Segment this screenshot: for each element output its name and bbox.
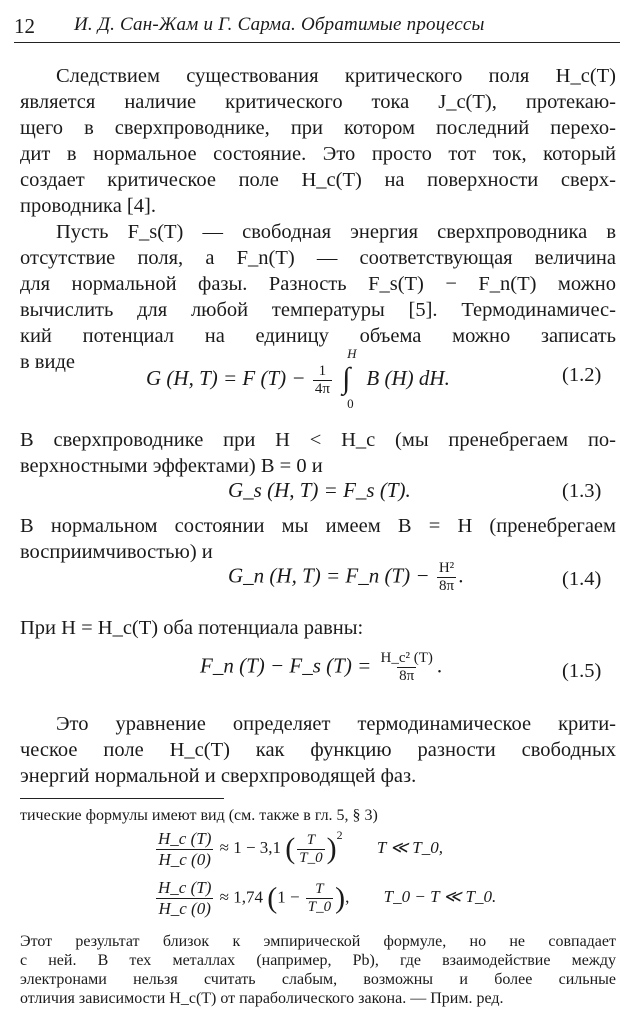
fn2-condition: T_0 − T ≪ T_0. [383, 887, 497, 907]
eq-1-4-frac-num: H² [438, 560, 455, 576]
integral-sign: ∫ H 0 [342, 346, 357, 411]
footnote-line-3: электронами нельзя считать слабым, возможны и более сильные [20, 971, 616, 988]
page-number: 12 [14, 14, 35, 38]
fn1-condition: T ≪ T_0, [376, 838, 443, 857]
equation-1-5: F_n (T) − F_s (T) = $\frac{\text{H\_c² (T)}}{8\pi}$ . [200, 650, 443, 684]
p2-line-3: для нормальной фазы. Разность F_s(T) − F_n(T) можно [20, 273, 616, 295]
fn2-inner-prefix: 1 − [277, 887, 300, 907]
p2-line-2: отсутствие поля, а F_n(T) — соответствующая величина [20, 247, 616, 269]
footnote-line-1: Этот результат близок к эмпирической формуле, но не совпадает [20, 933, 616, 950]
eq-1-2-fraction [313, 363, 332, 398]
p1-line-4: дит в нормальное состояние. Это просто тот ток, который [20, 143, 616, 165]
footnote-formula-1: $\frac{H\_c (T)}{H\_c (0)}$ ≈ 1 − 3,1 ( $\frac{T}{T\_0}$ )$^2$ T ≪ T_0, [158, 828, 443, 869]
page-header [14, 8, 624, 42]
eq-1-2-lhs: G (H, T) = F (T) − [146, 365, 306, 390]
fn2-lhs-den: H_c (0) [158, 899, 211, 918]
eq-1-4-lhs: G_n (H, T) = F_n (T) − [228, 563, 430, 588]
p6-line-2: ческое поле H_c(T) как функцию разности свободных [20, 739, 616, 761]
fn1-rhs: ≈ 1 − 3,1 [219, 838, 282, 857]
eq-1-4-fraction [437, 560, 456, 595]
eq-1-5-frac-den: 8π [399, 668, 415, 684]
fn1-power: 2 [336, 828, 343, 842]
integral-upper-limit: H [347, 346, 357, 361]
eq-number-1-5: (1.5) [562, 660, 602, 682]
p3-line-1: В сверхпроводнике при H < H_c (мы пренебрегаем по- [20, 429, 616, 451]
fn1-inner-fraction [297, 832, 324, 867]
fn2-inner-num: T [315, 881, 324, 897]
eq-1-4-frac-den: 8π [438, 578, 455, 594]
fn2-inner-fraction [306, 881, 333, 916]
p3-line-2: верхностными эффектами) B = 0 и [20, 455, 323, 477]
fn1-lhs-num: H_c (T) [158, 828, 212, 848]
eq-number-1-3: (1.3) [562, 480, 602, 502]
p2-line-1: Пусть F_s(T) — свободная энергия сверхпроводника в [56, 221, 616, 243]
eq-1-2-integrand: B (H) dH. [366, 365, 450, 390]
footnote-rule [20, 798, 224, 799]
integral-lower-limit: 0 [347, 396, 354, 411]
equation-1-3 [228, 478, 411, 503]
p2-line-6: в виде [20, 351, 75, 373]
footnote-line-2: с ней. В тех металлах (например, Pb), где взаимодействие между [20, 952, 616, 969]
eq-number-1-4: (1.4) [562, 568, 602, 590]
fn2-rhs: ≈ 1,74 [219, 887, 263, 907]
p6-line-3: энергий нормальной и сверхпроводящей фаз. [20, 765, 417, 787]
p1-line-3: щего в сверхпроводнике, при котором последний перехо- [20, 117, 616, 139]
fn2-lhs-fraction [156, 878, 213, 919]
p2-line-4: вычислить для любой температуры [5]. Термодинамичес- [20, 299, 616, 321]
p1-line-1: Следствием существования критического поля H_c(T) [56, 65, 616, 87]
footnote-intro: тические формулы имеют вид (см. также в гл. 5, § 3) [20, 807, 378, 824]
eq-1-3-text: G_s (H, T) = F_s (T). [228, 478, 411, 502]
equation-1-4: G_n (H, T) = F_n (T) − $\frac{\text{H²}}{8\pi}$ . [228, 560, 464, 594]
footnote-line-4: отличия зависимости H_c(T) от параболического закона. — Прим. ред. [20, 990, 504, 1007]
header-rule [14, 42, 620, 43]
fn1-inner-den: T_0 [299, 849, 323, 866]
p1-line-2: является наличие критического тока J_c(T), протекаю- [20, 91, 616, 113]
eq-1-5-lhs: F_n (T) − F_s (T) = [200, 653, 372, 678]
fn1-inner-num: T [306, 831, 316, 848]
fn1-lhs-fraction [156, 829, 213, 870]
p4-line-1: В нормальном состоянии мы имеем B = H (пренебрегаем [20, 515, 616, 537]
p6-line-1: Это уравнение определяет термодинамическое крити- [56, 713, 616, 735]
eq-1-5-fraction [379, 650, 435, 685]
p1-line-6: проводника [4]. [20, 195, 156, 217]
footnote-formula-2: $\frac{H\_c (T)}{H\_c (0)}$ ≈ 1,74 (1 − $\frac{T}{T\_0}$ ), T_0 − T ≪ T_0. [158, 878, 497, 918]
equation-1-2 [146, 346, 450, 411]
eq-1-5-frac-num: H_c² (T) [380, 650, 433, 666]
p5-line: При H = H_c(T) оба потенциала равны: [20, 617, 364, 639]
p1-line-5: создает критическое поле H_c(T) на поверхности сверх- [20, 169, 616, 191]
eq-number-1-2: (1.2) [562, 364, 602, 386]
fn2-inner-den: T_0 [307, 899, 332, 915]
eq-1-2-frac-den: 4π [314, 380, 330, 397]
fn1-lhs-den: H_c (0) [158, 849, 211, 869]
p4-line-2: восприимчивостью) и [20, 541, 213, 563]
p2-line-5: кий потенциал на единицу объема можно записать [20, 325, 616, 347]
fn2-lhs-num: H_c (T) [158, 878, 212, 897]
eq-1-2-frac-num: 1 [318, 362, 327, 379]
running-title: И. Д. Сан-Жам и Г. Сарма. Обратимые процессы [74, 14, 485, 35]
